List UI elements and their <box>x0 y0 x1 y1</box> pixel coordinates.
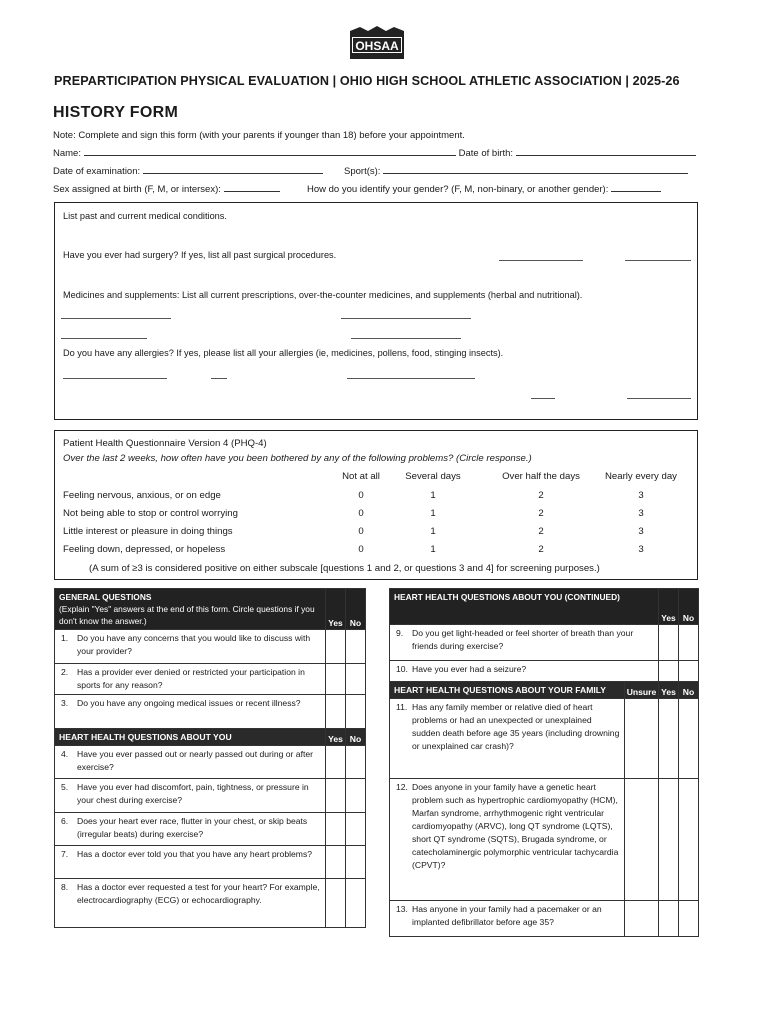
phq-score[interactable]: 3 <box>638 490 644 501</box>
question-number: 5. <box>61 782 69 792</box>
allergies-answer-line-3[interactable] <box>347 378 475 379</box>
phq-score[interactable]: 3 <box>638 508 644 519</box>
exam-date-field[interactable] <box>53 165 323 177</box>
phq-instruction: Over the last 2 weeks, how often have you been bothered by any of the following problems? (Circle response.) <box>63 453 532 464</box>
table-row <box>390 699 699 779</box>
name-label: Name: <box>53 148 81 159</box>
medicines-answer-line-4[interactable] <box>351 338 461 339</box>
question-text: Does your heart ever race, flutter in your chest, or skip beats (irregular beats) during exercise? <box>77 816 308 839</box>
logo-text: OHSAA <box>355 39 399 53</box>
yes-answer-cell[interactable] <box>326 779 346 813</box>
exam-date-blank[interactable] <box>143 165 323 174</box>
no-answer-cell[interactable] <box>346 879 366 928</box>
phq-footer: (A sum of ≥3 is considered positive on either subscale [questions 1 and 2, or questions 3 and 4] for screening purposes.) <box>89 563 600 574</box>
gender-field[interactable] <box>307 183 661 195</box>
table-header-row <box>55 589 366 630</box>
question-cell <box>55 664 326 695</box>
phq-score[interactable]: 1 <box>430 526 436 537</box>
allergies-prompt: Do you have any allergies? If yes, please list all your allergies (ie, medicines, pollens, food, stinging insects). <box>63 348 504 358</box>
question-text: Do you have any ongoing medical issues or recent illness? <box>77 698 301 708</box>
sports-field[interactable] <box>344 165 688 177</box>
no-answer-cell[interactable] <box>679 625 699 661</box>
table-row <box>390 901 699 937</box>
medicines-answer-line-3[interactable] <box>61 338 147 339</box>
question-number: 7. <box>61 849 69 859</box>
dob-blank[interactable] <box>344 147 456 156</box>
question-number: 10. <box>396 664 408 674</box>
question-text: Has a provider ever denied or restricted your participation in sports for any reason? <box>77 667 305 690</box>
conditions-prompt: List past and current medical conditions. <box>63 211 227 221</box>
phq-row-label: Feeling down, depressed, or hopeless <box>63 544 226 555</box>
no-column-header: No <box>679 682 699 699</box>
section-header-row <box>55 729 366 746</box>
dob-field[interactable] <box>344 147 696 159</box>
question-number: 13. <box>396 904 408 914</box>
question-text: Do you get light-headed or feel shorter of breath than your friends during exercise? <box>412 628 634 651</box>
unsure-answer-cell[interactable] <box>625 901 659 937</box>
phq-score[interactable]: 0 <box>358 490 364 501</box>
question-number: 2. <box>61 667 69 677</box>
yes-answer-cell[interactable] <box>326 879 346 928</box>
phq4-section <box>54 430 698 580</box>
question-cell <box>55 846 326 879</box>
question-cell <box>390 779 625 901</box>
no-column-header: No <box>679 589 699 625</box>
question-text: Does anyone in your family have a genetic heart problem such as hypertrophic cardiomyopathy (HCM), Marfan syndrome, arrhythmogenic right ventricular cardiomyopathy (ARVC), long QT syndrome (LQTS), short QT syndrome (SQTS), Brugada syndrome, or catecholaminergic polymorphic ventricular tachycardia (CPVT)? <box>412 782 619 870</box>
yes-column-header: Yes <box>326 589 346 630</box>
question-text: Has anyone in your family had a pacemaker or an implanted defibrillator before age 35? <box>412 904 602 927</box>
table-row <box>55 746 366 779</box>
question-cell <box>390 625 659 661</box>
phq-col-1: Several days <box>405 471 461 482</box>
unsure-answer-cell[interactable] <box>625 699 659 779</box>
phq-row-label: Not being able to stop or control worrying <box>63 508 238 519</box>
question-text: Has any family member or relative died of heart problems or had an unexpected or unexplained sudden death before age 35 years (including drowning or unexplained car crash)? <box>412 702 620 751</box>
question-number: 9. <box>396 628 404 638</box>
allergies-answer-line-5[interactable] <box>627 398 691 399</box>
table-row <box>55 813 366 846</box>
table-row <box>390 779 699 901</box>
yes-answer-cell[interactable] <box>659 699 679 779</box>
table-row <box>55 695 366 729</box>
sex-field[interactable] <box>53 183 280 195</box>
phq-score[interactable]: 2 <box>538 526 544 537</box>
surgery-prompt: Have you ever had surgery? If yes, list all past surgical procedures. <box>63 250 337 260</box>
heart-health-header: HEART HEALTH QUESTIONS ABOUT YOU <box>55 729 326 746</box>
question-cell <box>390 661 659 682</box>
question-text: Have you ever had discomfort, pain, tightness, or pressure in your chest during exercise? <box>77 782 309 805</box>
yes-answer-cell[interactable] <box>659 661 679 682</box>
question-text: Has a doctor ever requested a test for your heart? For example, electrocardiography (ECG) or echocardiography. <box>77 882 320 905</box>
yes-answer-cell[interactable] <box>326 664 346 695</box>
question-cell <box>55 746 326 779</box>
table-row <box>55 779 366 813</box>
heart-family-questions-table <box>389 588 699 937</box>
question-cell <box>55 695 326 729</box>
table-header-row <box>390 589 699 625</box>
phq-score[interactable]: 2 <box>538 508 544 519</box>
yes-answer-cell[interactable] <box>659 779 679 901</box>
exam-date-label: Date of examination: <box>53 166 141 177</box>
section-header-row <box>390 682 699 699</box>
table-row <box>55 879 366 928</box>
question-text: Have you ever had a seizure? <box>412 664 527 674</box>
phq-row-label: Feeling nervous, anxious, or on edge <box>63 490 221 501</box>
no-answer-cell[interactable] <box>679 779 699 901</box>
question-number: 11. <box>396 702 408 712</box>
phq-score[interactable]: 1 <box>430 508 436 519</box>
ohsaa-logo <box>346 25 408 61</box>
no-answer-cell[interactable] <box>679 661 699 682</box>
heart-continued-header: HEART HEALTH QUESTIONS ABOUT YOU (CONTINUED) <box>390 589 659 625</box>
phq-score[interactable]: 2 <box>538 544 544 555</box>
medical-history-box <box>54 202 698 420</box>
question-cell <box>55 879 326 928</box>
phq-title: Patient Health Questionnaire Version 4 (PHQ-4) <box>63 438 267 449</box>
unsure-column-header: Unsure <box>625 682 659 699</box>
question-number: 4. <box>61 749 69 759</box>
phq-score[interactable]: 3 <box>638 544 644 555</box>
table-row <box>55 846 366 879</box>
phq-col-0: Not at all <box>342 471 380 482</box>
dob-label: Date of birth: <box>458 148 514 159</box>
no-answer-cell[interactable] <box>346 746 366 779</box>
table-row <box>55 664 366 695</box>
question-text: Have you ever passed out or nearly passed out during or after exercise? <box>77 749 313 772</box>
phq-col-3: Nearly every day <box>605 471 677 482</box>
phq-score[interactable]: 1 <box>430 490 436 501</box>
medicines-answer-line-2[interactable] <box>341 318 471 319</box>
no-column-header: No <box>346 729 366 746</box>
general-questions-subtitle: (Explain "Yes" answers at the end of this form. Circle questions if you don't know the answer.) <box>59 604 315 626</box>
phq-score[interactable]: 0 <box>358 544 364 555</box>
unsure-answer-cell[interactable] <box>625 779 659 901</box>
question-text: Do you have any concerns that you would like to discuss with your provider? <box>77 633 311 656</box>
sex-label: Sex assigned at birth (F, M, or intersex): <box>53 184 221 195</box>
sports-label: Sport(s): <box>344 166 381 177</box>
phq-col-2: Over half the days <box>502 471 580 482</box>
yes-answer-cell[interactable] <box>326 846 346 879</box>
question-cell <box>390 699 625 779</box>
table-row <box>390 625 699 661</box>
question-cell <box>55 630 326 664</box>
gender-blank[interactable] <box>611 183 661 192</box>
question-number: 3. <box>61 698 69 708</box>
table-row <box>55 630 366 664</box>
yes-answer-cell[interactable] <box>326 630 346 664</box>
phq-row-label: Little interest or pleasure in doing things <box>63 526 233 537</box>
no-answer-cell[interactable] <box>346 846 366 879</box>
name-blank[interactable] <box>84 147 344 156</box>
surgery-answer-line[interactable] <box>499 260 583 261</box>
phq-score[interactable]: 2 <box>538 490 544 501</box>
general-questions-table <box>54 588 366 928</box>
yes-answer-cell[interactable] <box>659 901 679 937</box>
form-note: Note: Complete and sign this form (with your parents if younger than 18) before your appointment. <box>53 130 465 141</box>
question-number: 8. <box>61 882 69 892</box>
allergies-answer-line[interactable] <box>63 378 167 379</box>
no-answer-cell[interactable] <box>679 699 699 779</box>
medicines-answer-line[interactable] <box>61 318 171 319</box>
no-answer-cell[interactable] <box>346 664 366 695</box>
form-title: HISTORY FORM <box>53 104 179 121</box>
no-answer-cell[interactable] <box>346 779 366 813</box>
yes-column-header: Yes <box>659 589 679 625</box>
question-cell <box>55 813 326 846</box>
yes-answer-cell[interactable] <box>659 625 679 661</box>
question-cell <box>390 901 625 937</box>
page-heading: PREPARTICIPATION PHYSICAL EVALUATION | OHIO HIGH SCHOOL ATHLETIC ASSOCIATION | 2025-26 <box>54 74 680 88</box>
sports-blank[interactable] <box>383 165 688 174</box>
sex-blank[interactable] <box>224 183 280 192</box>
no-answer-cell[interactable] <box>679 901 699 937</box>
question-cell <box>55 779 326 813</box>
allergies-answer-line-4[interactable] <box>531 398 555 399</box>
gender-label: How do you identify your gender? (F, M, non-binary, or another gender): <box>307 184 609 195</box>
allergies-answer-line-2[interactable] <box>211 378 227 379</box>
phq-score[interactable]: 3 <box>638 526 644 537</box>
phq-score[interactable]: 0 <box>358 508 364 519</box>
general-questions-title: GENERAL QUESTIONS <box>59 592 152 602</box>
family-heart-header: HEART HEALTH QUESTIONS ABOUT YOUR FAMILY <box>390 682 625 699</box>
question-text: Has a doctor ever told you that you have any heart problems? <box>77 849 313 859</box>
phq-score[interactable]: 0 <box>358 526 364 537</box>
no-column-header: No <box>346 589 366 630</box>
yes-column-header: Yes <box>659 682 679 699</box>
no-answer-cell[interactable] <box>346 695 366 729</box>
yes-answer-cell[interactable] <box>326 695 346 729</box>
yes-answer-cell[interactable] <box>326 813 346 846</box>
question-number: 1. <box>61 633 69 643</box>
general-questions-header <box>55 589 326 630</box>
name-field[interactable] <box>53 147 344 159</box>
table-row <box>390 661 699 682</box>
dob-value-blank[interactable] <box>516 147 696 156</box>
yes-answer-cell[interactable] <box>326 746 346 779</box>
no-answer-cell[interactable] <box>346 813 366 846</box>
medicines-prompt: Medicines and supplements: List all current prescriptions, over-the-counter medicines, and supplements (herbal and nutritional). <box>63 290 583 300</box>
question-number: 6. <box>61 816 69 826</box>
question-number: 12. <box>396 782 408 792</box>
yes-column-header: Yes <box>326 729 346 746</box>
phq-score[interactable]: 1 <box>430 544 436 555</box>
no-answer-cell[interactable] <box>346 630 366 664</box>
surgery-answer-line-2[interactable] <box>625 260 691 261</box>
